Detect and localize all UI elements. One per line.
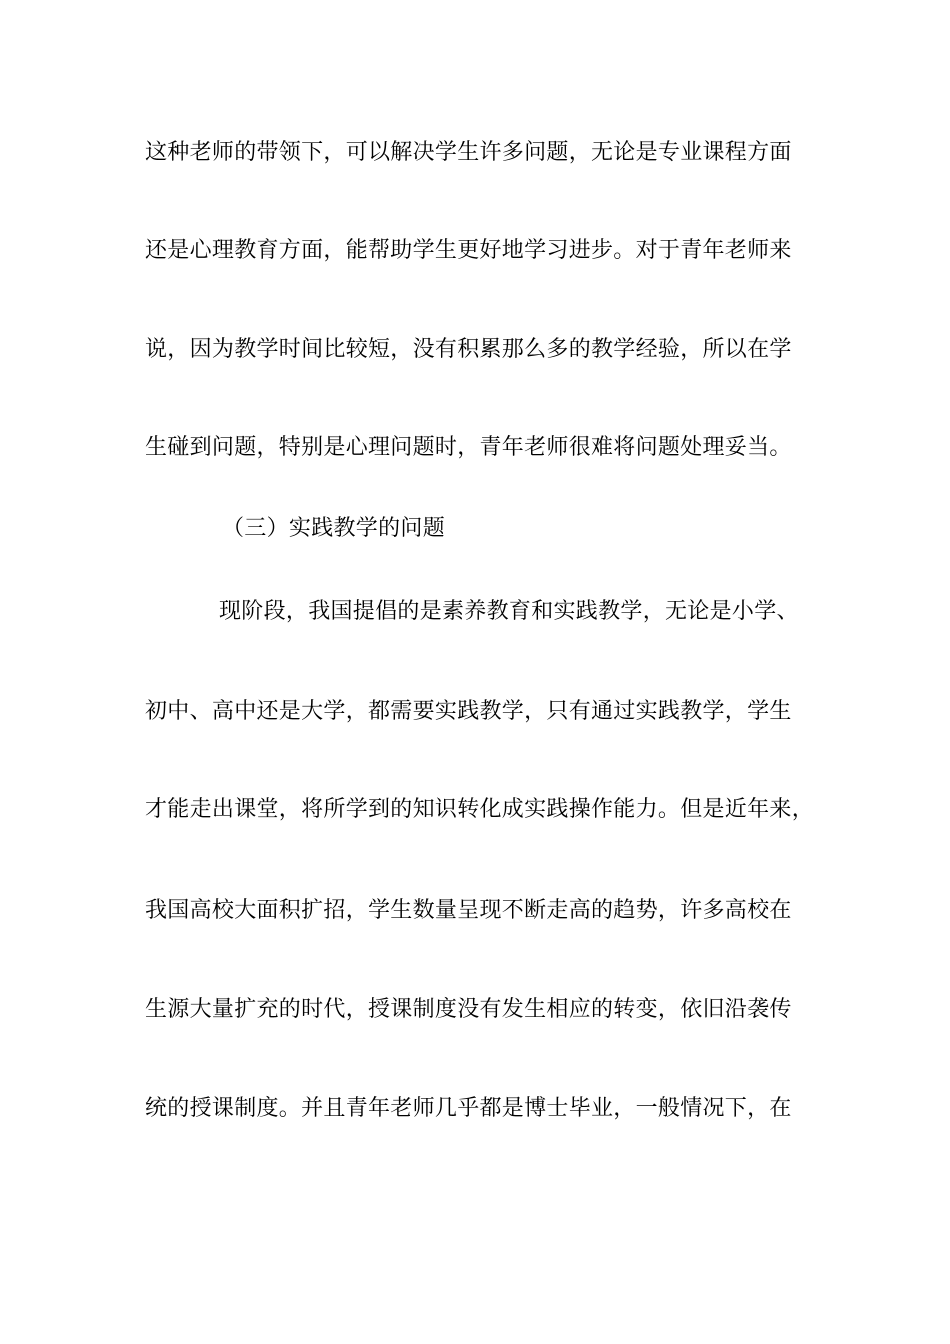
paragraph-line: 生碰到问题，特别是心理问题时，青年老师很难将问题处理妥当。	[145, 435, 792, 460]
section-heading: （三）实践教学的问题	[222, 516, 446, 541]
paragraph-line: 这种老师的带领下，可以解决学生许多问题，无论是专业课程方面	[145, 140, 792, 165]
paragraph-line: 现阶段，我国提倡的是素养教育和实践教学，无论是小学、	[219, 599, 799, 624]
paragraph-line: 说，因为教学时间比较短，没有积累那么多的教学经验，所以在学	[145, 337, 792, 362]
paragraph-line: 还是心理教育方面，能帮助学生更好地学习进步。对于青年老师来	[145, 238, 792, 263]
paragraph-line: 初中、高中还是大学，都需要实践教学，只有通过实践教学，学生	[145, 699, 792, 724]
paragraph-line: 我国高校大面积扩招，学生数量呈现不断走高的趋势，许多高校在	[145, 898, 792, 923]
paragraph-line: 生源大量扩充的时代，授课制度没有发生相应的转变，依旧沿袭传	[145, 997, 792, 1022]
paragraph-line: 统的授课制度。并且青年老师几乎都是博士毕业，一般情况下，在	[145, 1096, 792, 1121]
paragraph-line: 才能走出课堂，将所学到的知识转化成实践操作能力。但是近年来，	[145, 797, 815, 822]
